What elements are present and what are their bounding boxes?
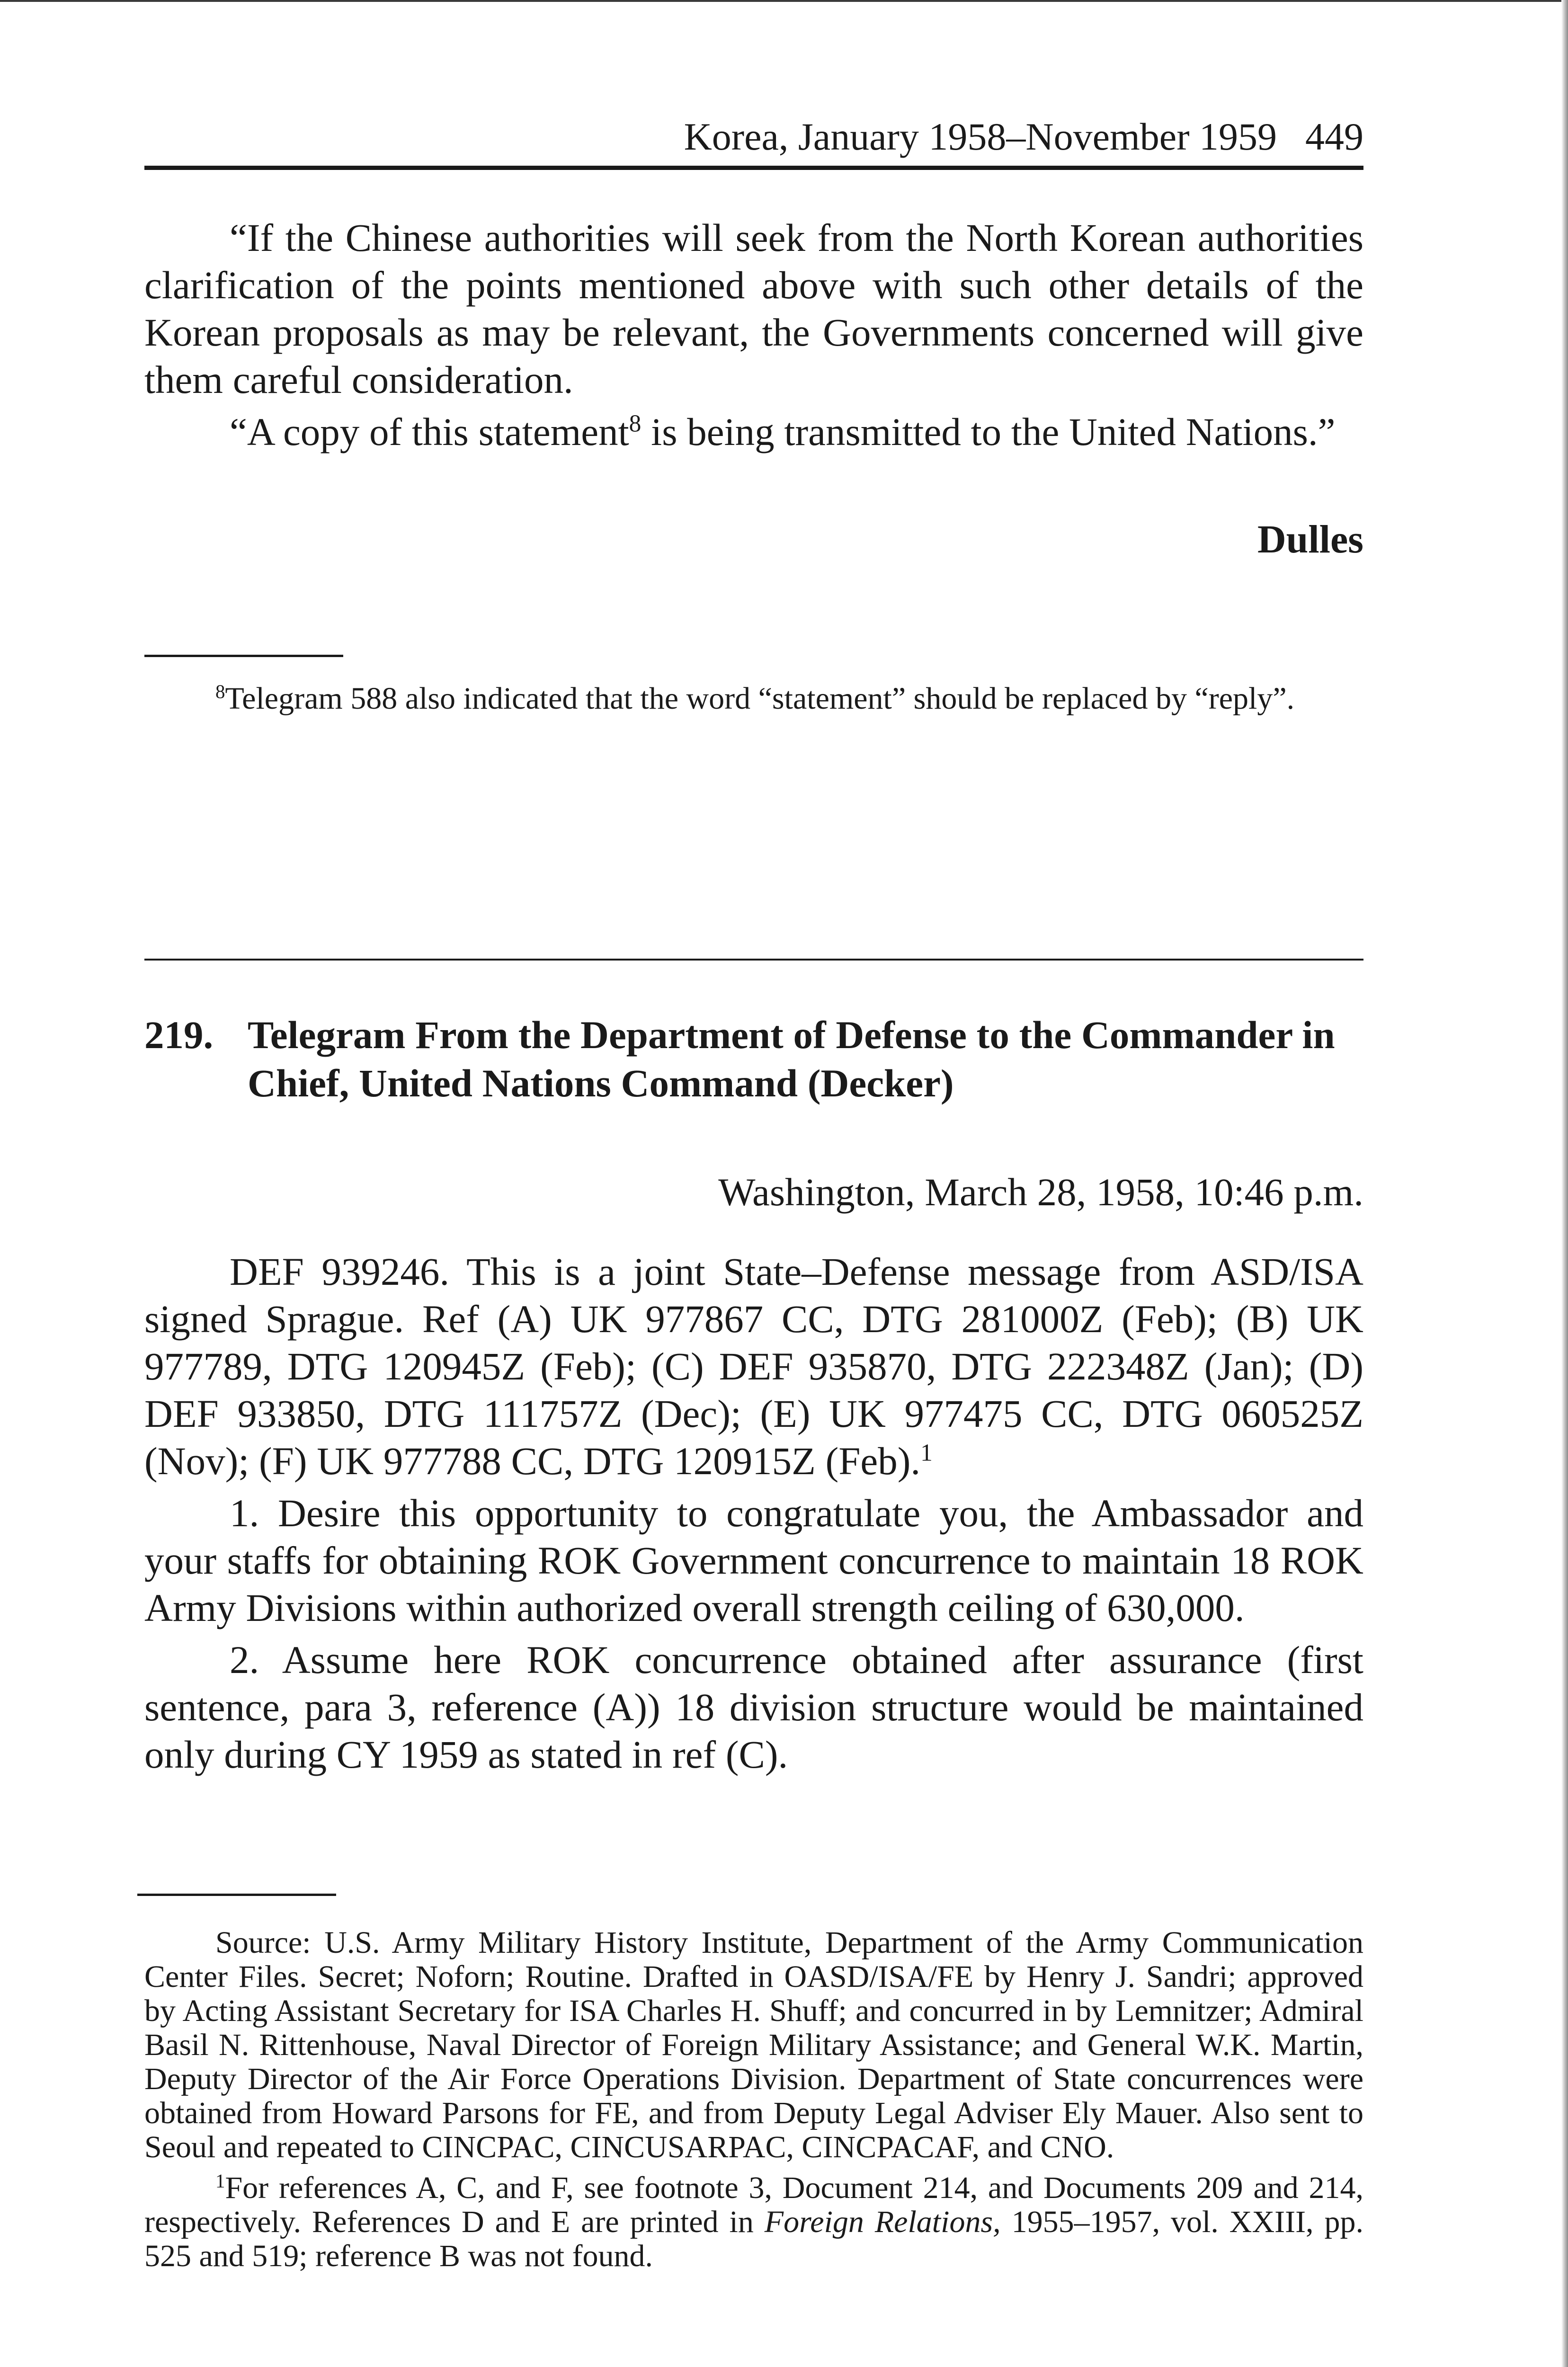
document-body — [144, 1248, 1363, 1778]
page-number: 449 — [1305, 115, 1363, 158]
section-rule — [144, 959, 1363, 961]
page-top-edge — [0, 0, 1568, 2]
footnote-marker: 1 — [920, 1439, 933, 1467]
signature: Dulles — [1257, 517, 1363, 561]
continuation-paragraph: “If the Chinese authorities will seek from the North Korean authorities clarification of the points mentioned above with such other details of the Korean proposals as may be relevant, the Governments concerned will give them careful consideration. — [144, 216, 1363, 401]
dateline: Washington, March 28, 1958, 10:46 p.m. — [718, 1170, 1363, 1214]
source-note-text: Source: U.S. Army Military History Institute, Department of the Army Communication Center Files. Secret; Noforn; Routine. Drafted in OASD/ISA/FE by Henry J. Sandri; approved by Acting Assistant Secretary for ISA Charles H. Shuff; and concurred in by Lemnitzer; Admiral Basil N. Rittenhouse, Naval Director of Foreign Military Assistance; and General W.K. Martin, Deputy Director of the Air Force Operations Division. Department of State concurrences were obtained from Howard Parsons for FE, and from Deputy Legal Adviser Ely Mauer. Also sent to Seoul and repeated to CINCPAC, CINCUSARPAC, CINCPACAF, and CNO. — [144, 1925, 1363, 2164]
publication-title: Foreign Relations, — [764, 2205, 1001, 2239]
source-note — [144, 1926, 1363, 2273]
footnote-marker: 1 — [215, 2170, 225, 2192]
footnote-rule — [144, 655, 343, 657]
footnote-8 — [144, 682, 1363, 716]
footnote-rule — [137, 1894, 336, 1896]
continuation-text — [144, 214, 1363, 455]
header-rule — [144, 166, 1363, 170]
footnote-text: Telegram 588 also indicated that the word “statement” should be replaced by “reply”. — [225, 681, 1295, 716]
footnote-marker: 8 — [215, 681, 225, 703]
document-number: 219. — [144, 1013, 214, 1057]
document-paragraph: 1. Desire this opportunity to congratulate you, the Ambassador and your staffs for obtaining ROK Government concurrence to maintain 18 ROK Army Divisions within authorized overall strength ceiling of 630,000. — [144, 1491, 1363, 1629]
footnote-1: $^1$For references A, C, and F, see footnote 3, Document 214, and Documents 209 and 214, respectively. References D and E are printed in Foreign Relations, 1955–1957, vol. XXIII, pp. 525 and 519; reference B was not found. — [144, 2170, 1363, 2273]
running-title: Korea, January 1958–November 1959 — [684, 115, 1277, 158]
document-paragraph: DEF 939246. This is a joint State–Defense message from ASD/ISA signed Sprague. Ref (A) UK 977867 CC, DTG 281000Z (Feb); (B) UK 977789, DTG 120945Z (Feb); (C) DEF 935870, DTG 222348Z (Jan); (D) DEF 933850, DTG 111757Z (Dec); (E) UK 977475 CC, DTG 060525Z (Nov); (F) UK 977788 CC, DTG 120915Z (Feb).$^1$ — [144, 1250, 1363, 1483]
document-paragraph: 2. Assume here ROK concurrence obtained after assurance (first sentence, para 3, reference (A)) 18 division structure would be maintained only during CY 1959 as stated in ref (C). — [144, 1638, 1363, 1776]
document-title: Telegram From the Department of Defense to the Commander in Chief, United Nations Command (Decker) — [248, 1013, 1335, 1105]
document-heading — [144, 1011, 1363, 1107]
continuation-paragraph: “A copy of this statement$^8$ is being transmitted to the United Nations.” — [230, 410, 1336, 454]
footnote-marker: 8 — [629, 410, 641, 437]
running-head — [144, 117, 1363, 156]
page-right-edge — [1561, 0, 1568, 2367]
